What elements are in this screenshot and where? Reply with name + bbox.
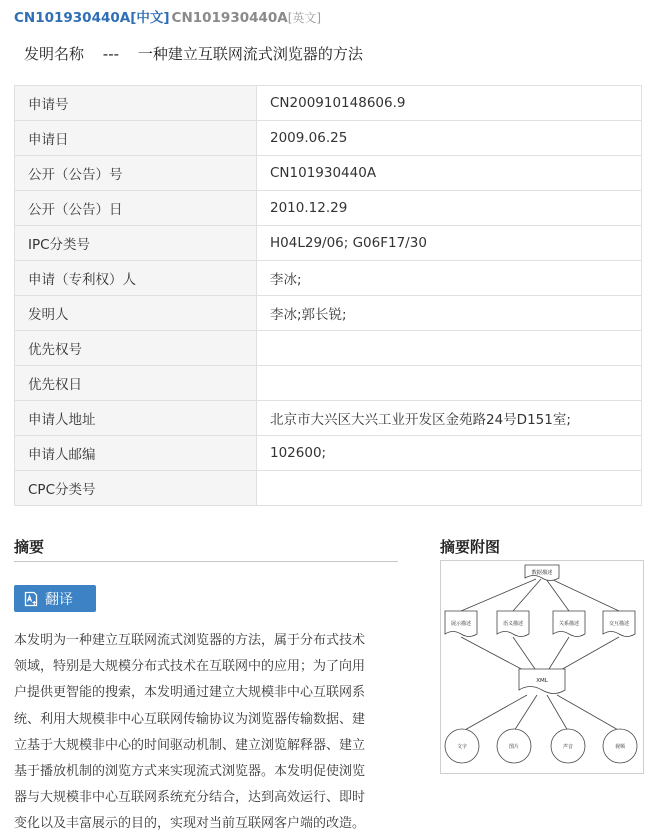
figure-node-mid: 关系描述 [558,621,580,627]
table-row [15,86,642,121]
abstract-figure-drawing [441,561,643,773]
pub-number-link-en[interactable]: CN101930440A [171,10,288,26]
field-value: H04L29/06; G06F17/30 [257,226,642,261]
field-label: 优先权号 [15,331,257,366]
table-row [15,471,642,506]
figure-node-mid: 语义描述 [502,621,524,627]
table-row [15,436,642,471]
translate-icon [23,591,39,607]
field-value: 北京市大兴区大兴工业开发区金苑路24号D151室; [257,401,642,436]
field-value [257,471,642,506]
abstract-heading: 摘要 [14,538,45,556]
field-value [257,366,642,401]
abstract-divider [14,561,398,562]
translate-button[interactable] [14,585,96,612]
lang-english-tag[interactable]: [英文] [287,11,322,25]
abstract-figure[interactable] [440,560,644,774]
abstract-line: 户提供更智能的搜索，本发明通过建立大规模非中心互联网系 [14,685,366,701]
lang-chinese-tag[interactable]: [中文] [130,10,170,26]
field-value: 102600; [257,436,642,471]
field-value [257,331,642,366]
abstract-line: 本发明为一种建立互联网流式浏览器的方法，属于分布式技术 [14,633,366,648]
abstract-line: 变化以及丰富展示的目的，实现对当前互联网客户端的改造。 [14,816,366,832]
figure-node-bottom: 声音 [562,744,574,750]
field-label: 申请（专利权）人 [15,261,257,296]
table-row [15,261,642,296]
figure-node-bottom: 图片 [508,744,520,750]
table-row [15,121,642,156]
table-row [15,401,642,436]
pub-number-link-zh[interactable]: CN101930440A [14,10,131,26]
field-label: IPC分类号 [15,226,257,261]
field-label: 发明人 [15,296,257,331]
abstract-text [14,628,398,838]
publication-header [14,6,321,26]
figure-node-top: 数据描述 [531,570,553,576]
field-label: 申请人邮编 [15,436,257,471]
field-label: 申请日 [15,121,257,156]
table-row [15,191,642,226]
title-label: 发明名称 [24,45,85,63]
abstract-line: 器与大规模非中心互联网系统充分结合，达到高效运行、即时 [14,790,366,806]
bibliographic-table [14,85,642,506]
abstract-figure-heading: 摘要附图 [440,538,501,556]
field-label: 优先权日 [15,366,257,401]
title-value: 一种建立互联网流式浏览器的方法 [137,45,363,63]
field-value: CN101930440A [257,156,642,191]
table-row [15,156,642,191]
field-value: CN200910148606.9 [257,86,642,121]
translate-label: 翻译 [45,591,73,608]
field-value: 李冰;郭长锐; [257,296,642,331]
title-separator: --- [102,45,120,63]
invention-title [24,43,363,64]
field-value: 2010.12.29 [257,191,642,226]
figure-node-bottom: 视频 [614,744,626,750]
abstract-line: 立基于大规模非中心的时间驱动机制、建立浏览解释器、建立 [14,737,366,753]
field-label: 申请人地址 [15,401,257,436]
table-row [15,366,642,401]
table-row [15,331,642,366]
abstract-line: 统、利用大规模非中心互联网传输协议为浏览器传输数据、建 [14,711,366,727]
field-label: CPC分类号 [15,471,257,506]
field-value: 李冰; [257,261,642,296]
abstract-line: 领域，特别是大规模分布式技术在互联网中的应用；为了向用 [14,659,366,675]
table-row [15,296,642,331]
figure-node-mid: 展示描述 [450,621,472,627]
abstract-line: 基于播放机制的浏览方式来实现流式浏览器。本发明促使浏览 [14,764,366,780]
table-row [15,226,642,261]
figure-node-bottom: 文字 [456,744,468,750]
field-value: 2009.06.25 [257,121,642,156]
field-label: 公开（公告）号 [15,156,257,191]
figure-node-center: XML [536,678,548,684]
figure-node-mid: 交互描述 [608,621,630,627]
field-label: 公开（公告）日 [15,191,257,226]
field-label: 申请号 [15,86,257,121]
